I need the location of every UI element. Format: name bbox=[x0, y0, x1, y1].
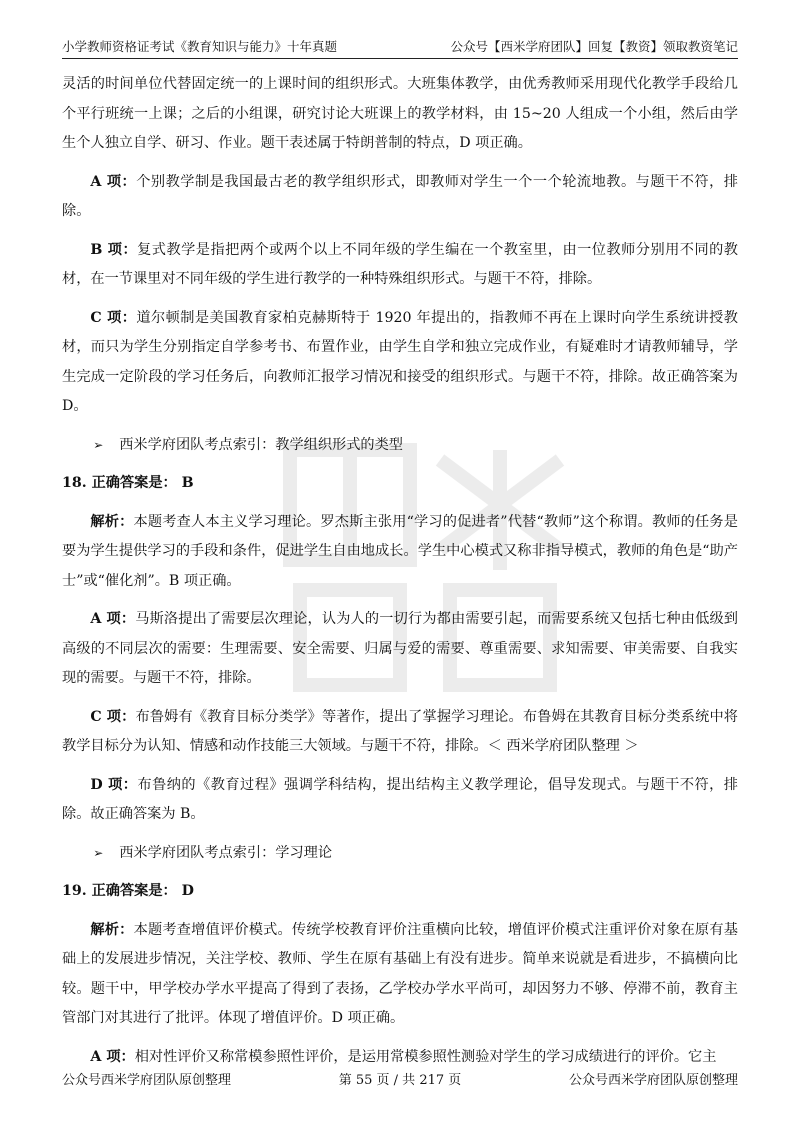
page-content bbox=[62, 70, 738, 1078]
analysis-paragraph bbox=[62, 916, 738, 1034]
page-number: 第 55 页 / 共 217 页 bbox=[338, 1072, 462, 1088]
option-text: 布鲁纳的《教育过程》强调学科结构，提出结构主义教学理论，倡导发现式。与题干不符，排除。故正确答案为 B。 bbox=[62, 776, 738, 822]
arrow-bullet-icon: ➢ bbox=[93, 437, 104, 452]
arrow-bullet-icon: ➢ bbox=[93, 845, 104, 860]
option-text: 马斯洛提出了需要层次理论，认为人的一切行为都由需要引起，而需要系统又包括七种由低级到高级的不同层次的需要：生理需要、安全需要、归属与爱的需要、尊重需要、求知需要、审美需要、自我实现的需要。与题干不符，排除。 bbox=[62, 611, 738, 686]
index-text: 西米学府团队考点索引：教学组织形式的类型 bbox=[119, 436, 403, 453]
option-c-paragraph bbox=[62, 304, 738, 422]
option-c-paragraph bbox=[62, 703, 738, 762]
answer-heading-18: 18. 正确答案是： B bbox=[62, 475, 194, 491]
index-note bbox=[62, 839, 738, 869]
option-b-paragraph bbox=[62, 236, 738, 295]
option-text: 道尔顿制是美国教育家柏克赫斯特于 1920 年提出的，指教师不再在上课时向学生系统讲授教材，而只为学生分别指定自学参考书、布置作业，由学生自学和独立完成作业，有疑难时才请教师辅导，学生完成一定阶段的学习任务后，向教师汇报学习情况和接受的组织形式。与题干不符，排除。故正确答案为 D。 bbox=[62, 309, 738, 414]
page-header bbox=[62, 33, 738, 59]
analysis-text: 本题考查增值评价模式。传统学校教育评价注重横向比较，增值评价模式注重评价对象在原有基础上的发展进步情况，关注学校、教师、学生在原有基础上有没有进步。简单来说就是看进步，不搞横向比较。题干中，甲学校办学水平提高了得到了表扬，乙学校办学水平尚可，却因努力不够、停滞不前，教育主管部门对其进行了批评。体现了增值评价。D 项正确。 bbox=[62, 921, 738, 1026]
option-a-paragraph bbox=[62, 168, 738, 227]
header-title: 小学教师资格证考试《教育知识与能力》十年真题 bbox=[62, 39, 338, 54]
analysis-text: 本题考查人本主义学习理论。罗杰斯主张用“学习的促进者”代替“教师”这个称谓。教师的任务是要为学生提供学习的手段和条件，促进学生自由地成长。学生中心模式又称非指导模式，教师的角色是“助产士”或“催化剂”。B 项正确。 bbox=[62, 513, 738, 589]
option-text: 个别教学制是我国最古老的教学组织形式，即教师对学生一个一个轮流地教。与题干不符，排除。 bbox=[62, 173, 738, 219]
index-text: 西米学府团队考点索引：学习理论 bbox=[119, 844, 333, 861]
page-footer bbox=[62, 1068, 738, 1088]
footer-left: 公众号西米学府团队原创整理 bbox=[62, 1072, 232, 1088]
option-label: A 项： bbox=[90, 173, 137, 190]
option-label: C 项： bbox=[90, 309, 137, 326]
option-text: 布鲁姆有《教育目标分类学》等著作，提出了掌握学习理论。布鲁姆在其教育目标分类系统中将教学目标分为认知、情感和动作技能三大领域。与题干不符，排除。＜ 西米学府团队整理 ＞ bbox=[62, 708, 738, 754]
option-text: 相对性评价又称常模参照性评价，是运用常模参照性测验对学生的学习成绩进行的评价。它主 bbox=[134, 1048, 717, 1065]
analysis-label: 解析： bbox=[90, 513, 134, 530]
option-a-paragraph bbox=[62, 605, 738, 694]
analysis-label: 解析： bbox=[90, 921, 134, 938]
analysis-paragraph bbox=[62, 508, 738, 597]
option-d-paragraph bbox=[62, 771, 738, 830]
option-label: C 项： bbox=[90, 708, 136, 725]
option-text: 复式教学是指把两个或两个以上不同年级的学生编在一个教室里，由一位教师分别用不同的教材，在一节课里对不同年级的学生进行教学的一种特殊组织形式。与题干不符，排除。 bbox=[62, 241, 738, 287]
answer-heading-19: 19. 正确答案是： D bbox=[62, 883, 194, 899]
option-label: A 项： bbox=[90, 1048, 135, 1065]
index-note bbox=[62, 431, 738, 461]
option-label: D 项： bbox=[90, 776, 138, 793]
option-label: B 项： bbox=[90, 241, 138, 258]
option-label: A 项： bbox=[90, 611, 136, 627]
footer-right: 公众号西米学府团队原创整理 bbox=[568, 1072, 738, 1088]
header-promo: 公众号【西米学府团队】回复【教资】领取教资笔记 bbox=[450, 39, 738, 54]
paragraph-continuation: 灵活的时间单位代替固定统一的上课时间的组织形式。大班集体教学，由优秀教师采用现代化教学手段给几个平行班统一上课；之后的小组课，研究讨论大班课上的教学材料，由 15~20 人组成一个小组，然后由学生个人独立自学、研习、作业。题干表述属于特朗普制的特点，D 项正确。 bbox=[62, 76, 738, 151]
